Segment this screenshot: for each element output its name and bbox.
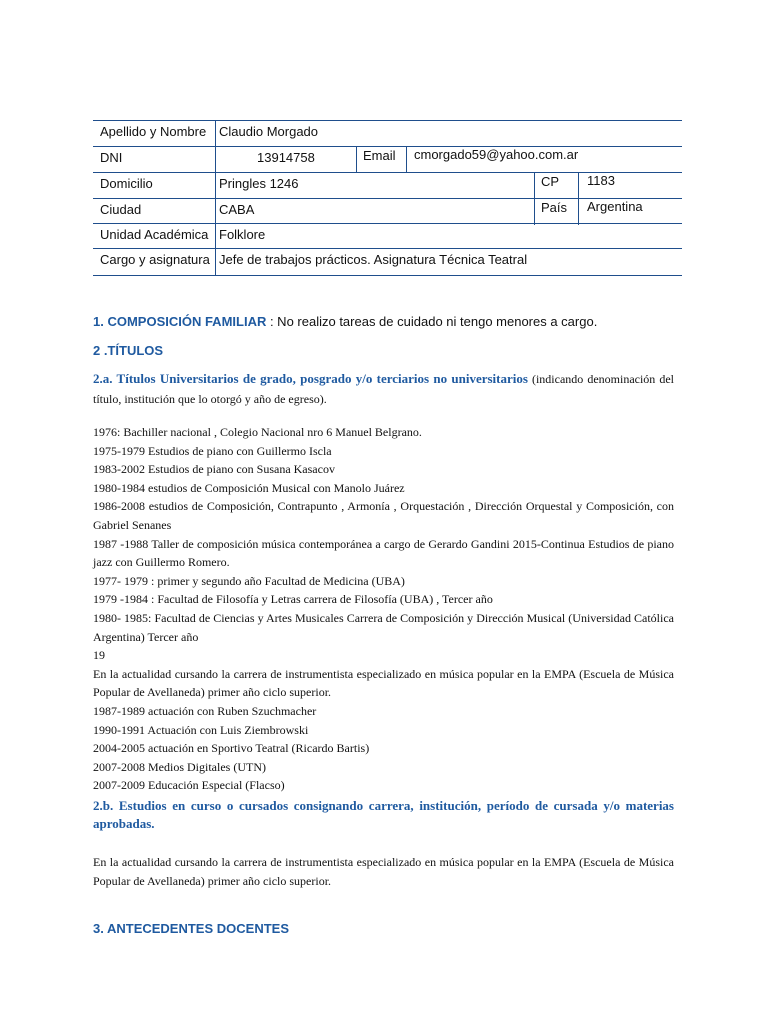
row-cargo [93,248,682,276]
email-label: Email [363,148,396,163]
section2b-title: 2.b. Estudios en curso o cursados consignando carrera, institución, período de cursada y/o materias aprobadas. [93,798,674,831]
dni-label: DNI [100,150,123,165]
list-item: 1977- 1979 : primer y segundo año Facultad de Medicina (UBA) [93,573,405,588]
ciudad-value: CABA [219,202,255,217]
section3-heading: 3. ANTECEDENTES DOCENTES [93,921,289,936]
list-item: 19 [93,648,105,663]
list-item: 1976: Bachiller nacional , Colegio Nacional nro 6 Manuel Belgrano. [93,425,422,439]
name-value: Claudio Morgado [219,124,319,139]
divider [215,121,216,147]
domicilio-value: Pringles 1246 [219,176,299,191]
list-item: 1987 -1988 Taller de composición música contemporánea a cargo de Gerardo Gandini 2015-Continua Estudios de piano jazz con Guillermo Romero. [93,536,674,570]
cargo-value: Jefe de trabajos prácticos. Asignatura Técnica Teatral [219,252,528,267]
list-item: 1979 -1984 : Facultad de Filosofía y Letras carrera de Filosofía (UBA) , Tercer año [93,592,493,607]
name-label: Apellido y Nombre [100,124,207,139]
list-item: 1975-1979 Estudios de piano con Guillermo Iscla [93,443,332,458]
divider [534,173,535,199]
section2b-text: En la actualidad cursando la carrera de instrumentista especializado en música popular en la EMPA (Escuela de Música Popular de Avellaneda) primer año ciclo superior. [93,855,674,888]
list-item: 1983-2002 Estudios de piano con Susana Kasacov [93,462,335,477]
section1-heading-line [93,314,597,329]
divider [215,249,216,275]
row-nombre [93,120,682,147]
list-item: 2004-2005 actuación en Sportivo Teatral (Ricardo Bartis) [93,741,370,756]
cp-value: 1183 [587,173,615,188]
section2a-note: (indicando denominación del título, institución que lo otorgó y año de egreso). [93,372,674,406]
divider [215,173,216,199]
list-item: En la actualidad cursando la carrera de instrumentista especializado en música popular en la EMPA (Escuela de Música Popular de Avellaneda) primer año ciclo superior. [93,666,674,700]
divider [215,199,216,225]
list-item: 2007-2008 Medios Digitales (UTN) [93,759,266,774]
pais-value: Argentina [587,199,643,214]
divider [578,173,579,199]
titles-list [93,423,674,795]
divider [578,199,579,225]
list-item: 1986-2008 estudios de Composición, Contrapunto , Armonía , Orquestación , Dirección Orquestal y Composición, con Gabriel Senanes [93,499,674,532]
unidad-label: Unidad Académica [100,227,209,242]
ciudad-label: Ciudad [100,202,142,217]
unidad-value: Folklore [219,227,266,242]
cp-label: CP [541,174,560,189]
list-item: 1980- 1985: Facultad de Ciencias y Artes Musicales Carrera de Composición y Dirección Musical (Universidad Católica Argentina) Tercer año [93,610,674,644]
list-item: 1990-1991 Actuación con Luis Ziembrowski [93,722,309,737]
divider [534,199,535,225]
section2b-heading [93,797,674,833]
pais-label: País [541,200,568,215]
section2a-title: 2.a. Títulos Universitarios de grado, posgrado y/o terciarios no universitarios [93,371,528,386]
list-item: 1987-1989 actuación con Ruben Szuchmacher [93,703,317,718]
dni-value: 13914758 [257,150,315,165]
divider [215,224,216,250]
row-dni [93,146,682,173]
email-value: cmorgado59@yahoo.com.ar [414,147,579,162]
list-item: 1980-1984 estudios de Composición Musical con Manolo Juárez [93,480,405,495]
divider [215,147,216,173]
section2a-heading [93,369,674,409]
section1-heading: 1. COMPOSICIÓN FAMILIAR [93,314,267,329]
divider [356,147,357,173]
divider [406,147,407,173]
section1-text: : No realizo tareas de cuidado ni tengo menores a cargo. [266,314,598,329]
row-ciudad [93,198,682,225]
section2-heading: 2 .TÍTULOS [93,343,164,358]
row-domicilio [93,172,682,199]
list-item: 2007-2009 Educación Especial (Flacso) [93,778,285,793]
domicilio-label: Domicilio [100,176,153,191]
cargo-label: Cargo y asignatura [100,252,210,267]
row-unidad [93,223,682,250]
personal-info-table [93,120,682,275]
